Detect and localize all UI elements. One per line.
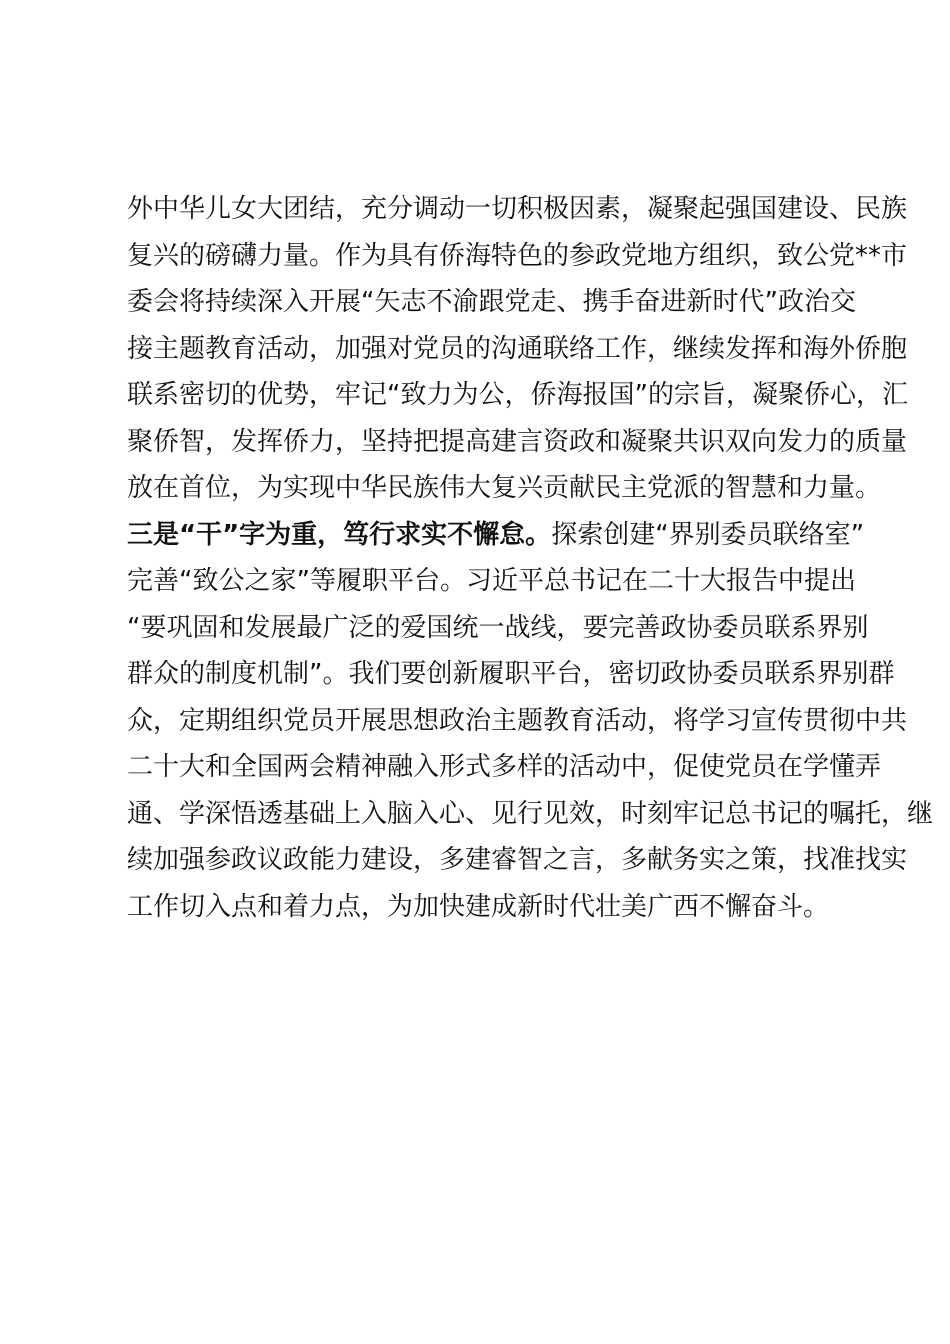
text-line: 通、学深悟透基础上入脑入心、见行见效，时刻牢记总书记的嘱托，继 [127, 798, 934, 829]
text-line: “要巩固和发展最广泛的爱国统一战线，要完善政协委员联系界别 [127, 612, 869, 643]
section-3-first-line-text: 探索创建“界别委员联络室” [551, 519, 865, 550]
section-3-heading: 三是“干”字为重，笃行求实不懈怠。 [127, 519, 552, 550]
text-line: 群众的制度机制”。我们要创新履职平台，密切政协委员联系界别群 [127, 659, 895, 689]
text-line: 外中华儿女大团结，充分调动一切积极因素，凝聚起强国建设、民族 [127, 194, 908, 224]
text-line: 二十大和全国两会精神融入形式多样的活动中，促使党员在学懂弄 [127, 752, 882, 782]
text-line: 工作切入点和着力点，为加快建成新时代壮美广西不懈奋斗。 [127, 891, 830, 922]
body-text [127, 186, 934, 930]
text-line: 放在首位，为实现中华民族伟大复兴贡献民主党派的智慧和力量。 [127, 473, 882, 503]
text-line: 众，定期组织党员开展思想政治主题教育活动，将学习宣传贯彻中共 [127, 705, 908, 736]
text-line: 续加强参政议政能力建设，多建睿智之言，多献务实之策，找准找实 [127, 845, 908, 875]
text-line: 接主题教育活动，加强对党员的沟通联络工作，继续发挥和海外侨胞 [127, 333, 908, 364]
text-line: 完善“致公之家”等履职平台。习近平总书记在二十大报告中提出 [127, 566, 856, 596]
text-line: 委会将持续深入开展“矢志不渝跟党走、携手奋进新时代”政治交 [127, 287, 856, 317]
section-3-first-line [127, 512, 865, 559]
text-line: 联系密切的优势，牢记“致力为公，侨海报国”的宗旨，凝聚侨心，汇 [127, 380, 908, 410]
text-line: 复兴的磅礴力量。作为具有侨海特色的参政党地方组织，致公党**市 [127, 240, 908, 271]
text-line: 聚侨智，发挥侨力，坚持把提高建言资政和凝聚共识双向发力的质量 [127, 426, 908, 457]
